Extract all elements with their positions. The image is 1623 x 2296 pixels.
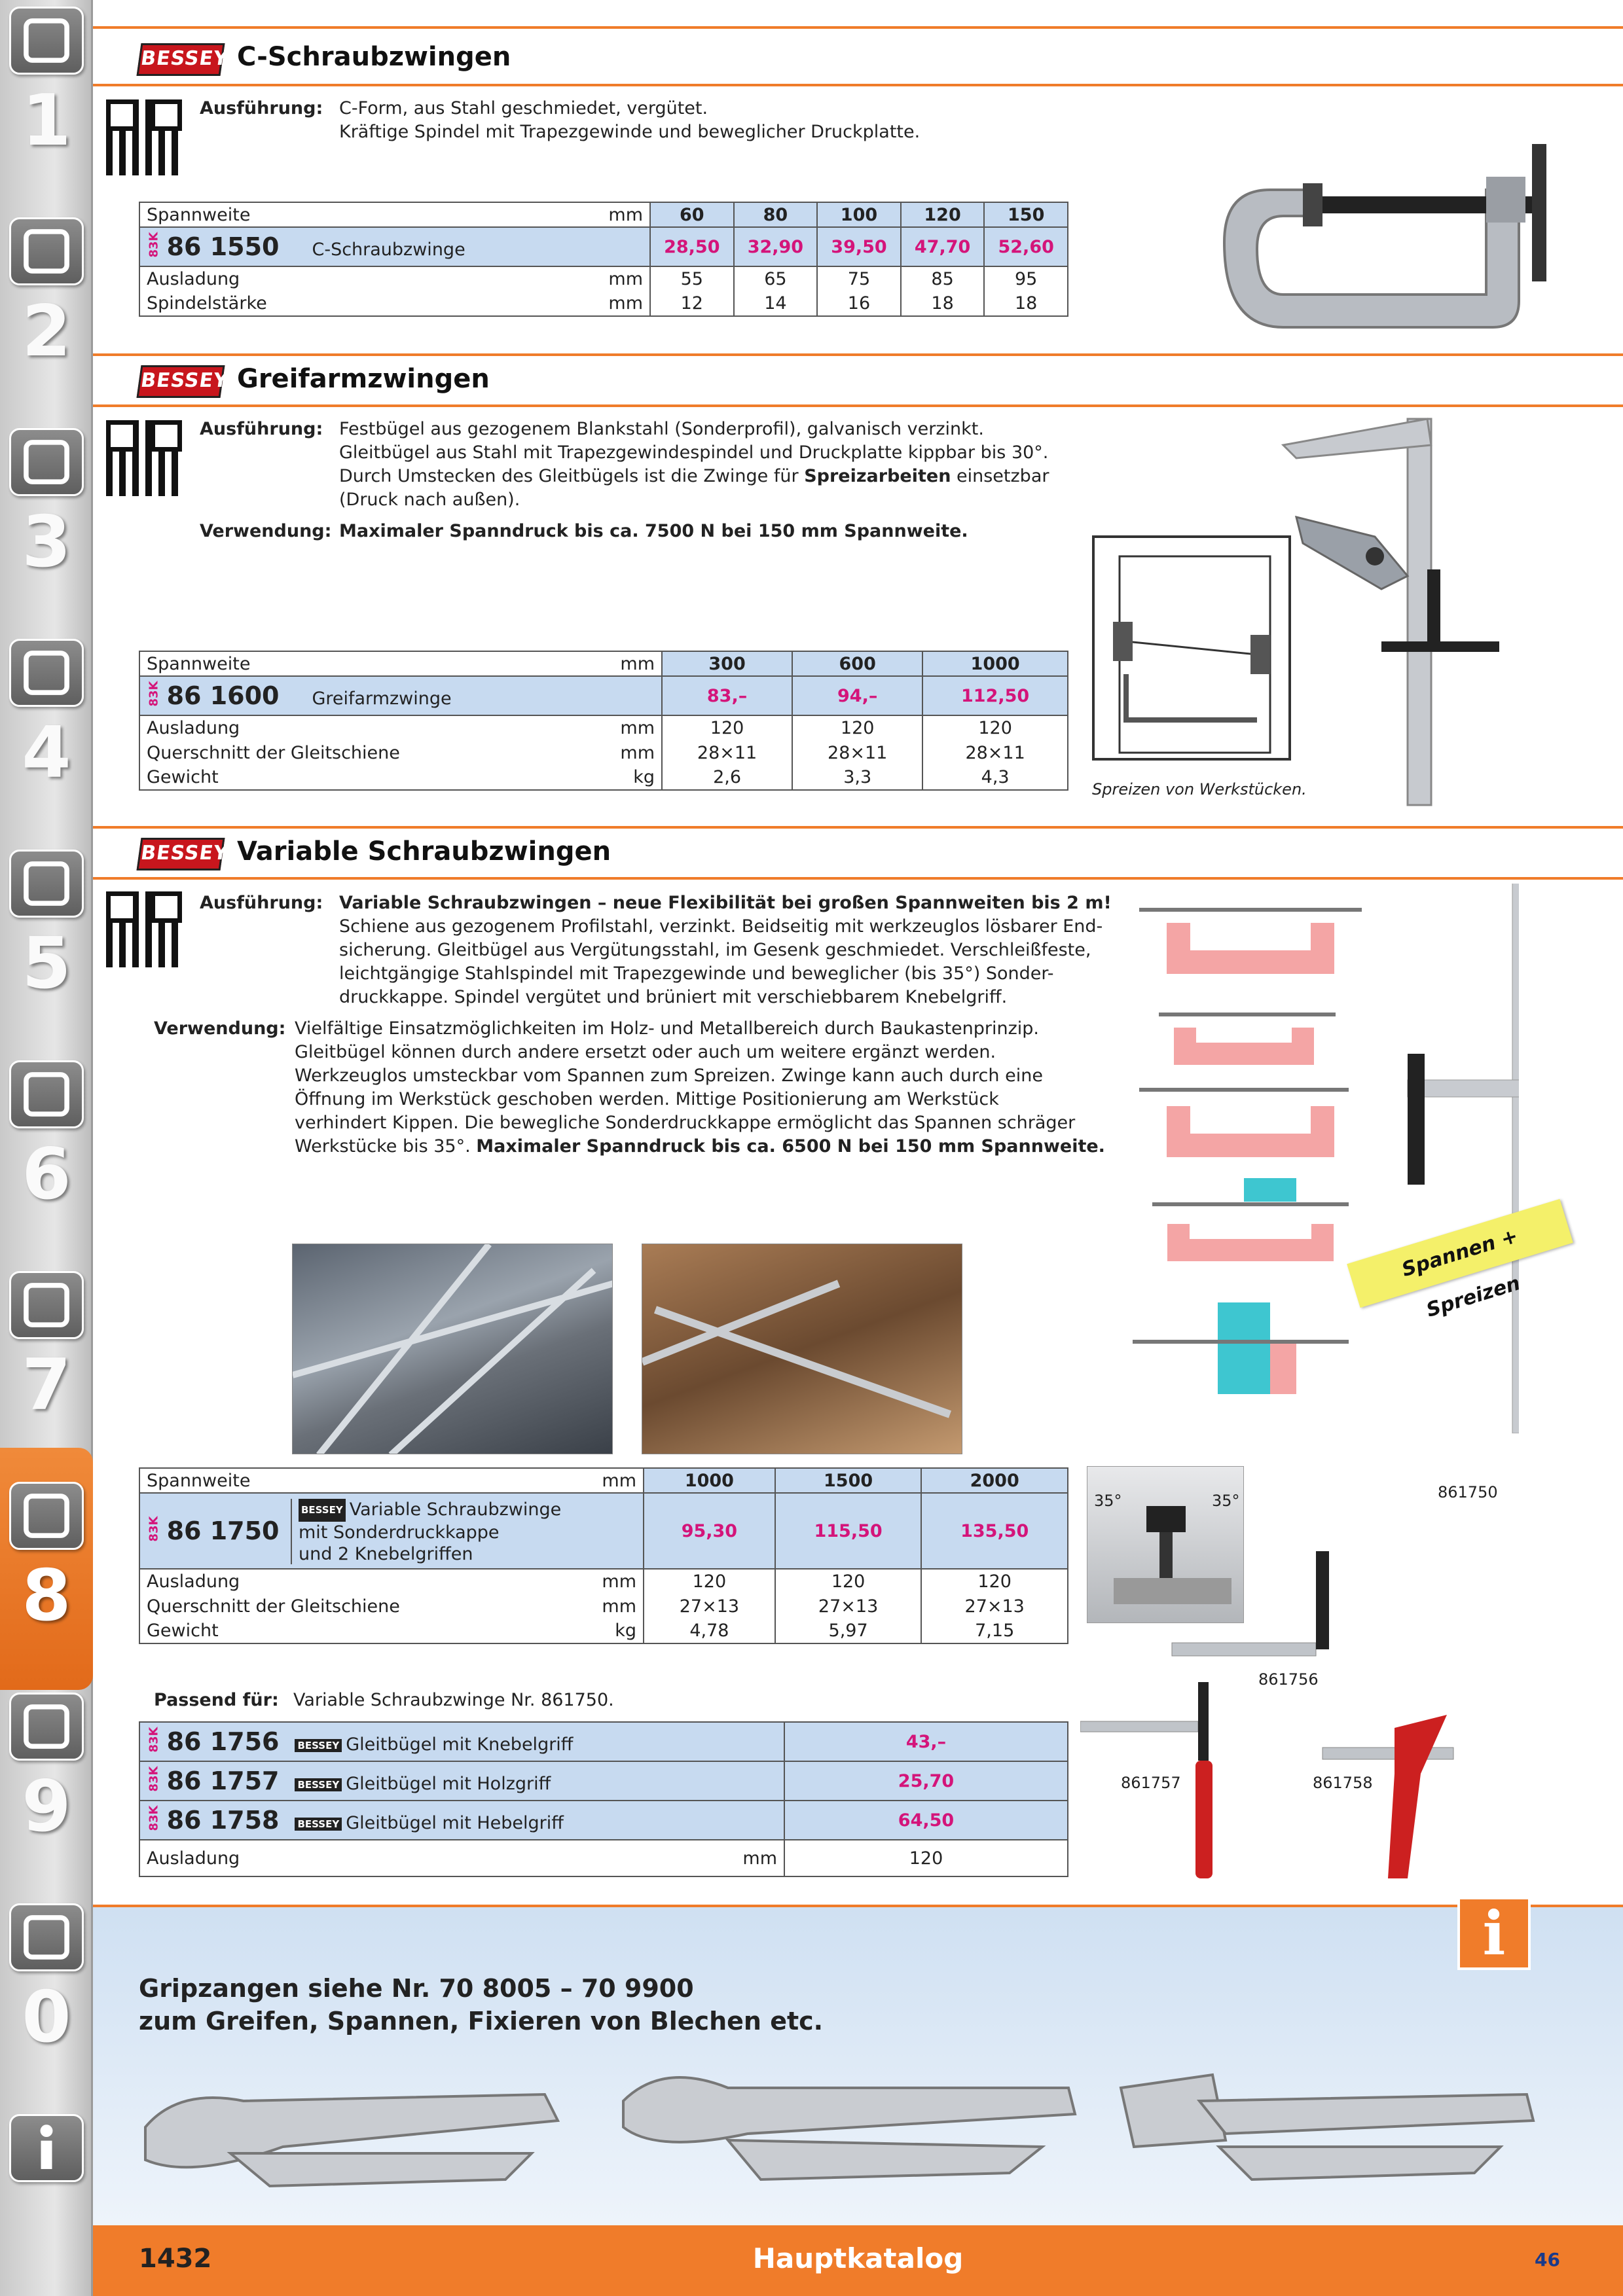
slide-arm-images xyxy=(1080,1551,1473,1892)
spec-line: C-Form, aus Stahl geschmiedet, vergütet. xyxy=(339,98,708,118)
value-cell: 28×11 xyxy=(922,740,1068,765)
size-cell: 1500 xyxy=(775,1468,922,1493)
caliper-icon[interactable] xyxy=(9,639,84,707)
workshop-tools-icon[interactable] xyxy=(9,1482,84,1550)
drill-bit-icon[interactable] xyxy=(9,7,84,75)
catalog-title: Hauptkatalog xyxy=(752,2242,964,2274)
article-name: mit Sonderdruckkappe xyxy=(299,1522,500,1543)
spec-line: Schiene aus gezogenem Profilstahl, verzinkt. Beidseitig mit werkzeuglos lösbarer End- xyxy=(339,916,1103,937)
row-label: Spannweite mm xyxy=(139,651,662,676)
section-title: Greifarmzwingen xyxy=(237,364,490,394)
chapter-number[interactable]: 3 xyxy=(22,501,71,583)
angle-label: 35° xyxy=(1212,1492,1240,1510)
price[interactable]: 43,– xyxy=(784,1722,1068,1761)
angle-label: 35° xyxy=(1094,1492,1122,1510)
cutting-insert-icon[interactable] xyxy=(9,217,84,285)
price[interactable]: 47,70 xyxy=(901,227,985,266)
info-line: Gripzangen siehe Nr. 70 8005 – 70 9900 xyxy=(139,1974,694,2003)
spec-line: Öffnung im Werkstück geschoben werden. Mittige Positionierung am Werkstück xyxy=(295,1089,999,1109)
size-cell: 1000 xyxy=(644,1468,775,1493)
ausfuehrung-label: Ausführung: xyxy=(200,98,323,118)
passend-text: Variable Schraubzwinge Nr. 861750. xyxy=(293,1690,614,1710)
value-cell: 27×13 xyxy=(644,1594,775,1619)
info-icon[interactable] xyxy=(9,2114,84,2182)
accessory-row[interactable]: 83K 86 1756 BESSEY Gleitbügel mit Knebelgriff 43,– xyxy=(139,1722,1068,1761)
size-cell: 60 xyxy=(650,202,734,227)
tool-holder-icon[interactable] xyxy=(9,428,84,496)
price[interactable]: 112,50 xyxy=(922,676,1068,715)
size-cell: 300 xyxy=(662,651,792,676)
article-name: Variable Schraubzwinge xyxy=(349,1499,562,1520)
value-cell: 95 xyxy=(984,266,1068,291)
article-name: Greifarmzwinge xyxy=(312,689,452,709)
section-divider xyxy=(93,826,1623,829)
article-row[interactable]: 83K 86 1600 Greifarmzwinge 83,– 94,– 112,50 xyxy=(139,676,1068,715)
bessey-logo: BESSEY xyxy=(136,365,225,398)
size-cell: 2000 xyxy=(921,1468,1068,1493)
verwendung-text xyxy=(200,520,331,543)
section-title: C-Schraubzwingen xyxy=(237,42,511,72)
value-cell: 120 xyxy=(775,1569,922,1594)
price[interactable]: 94,– xyxy=(792,676,922,715)
variable-clamp-table: Spannweite mm 1000 1500 2000 83K 86 1750 BESSEY Variable Schraubzwinge mit Sonderdruckkappe und 2 Knebelgriffen 95,30 115,50 135,50 Ausladung mm 120 120 120 Querschnitt der Gleitschiene mm 27×13 27×13 27×13 Gewicht kg 4,78 5,97 7,15 xyxy=(139,1467,1068,1644)
application-photo-metal xyxy=(292,1244,613,1454)
value-cell: 120 xyxy=(662,715,792,740)
value-cell: 28×11 xyxy=(662,740,792,765)
spec-line: (Druck nach außen). xyxy=(339,490,520,510)
spec-line: Durch Umstecken des Gleitbügels ist die Zwinge für Spreizarbeiten einsetzbar xyxy=(339,466,1049,486)
spec-text xyxy=(339,97,920,144)
spannen-spreizen-banner: Spannen + Spreizen xyxy=(1347,1199,1573,1308)
spec-text xyxy=(295,1017,1105,1158)
article-number: 86 1756 xyxy=(166,1727,280,1756)
qr-code[interactable] xyxy=(105,890,183,969)
value-cell: 2,6 xyxy=(662,765,792,790)
passend-label: Passend für: xyxy=(154,1690,279,1710)
qr-code[interactable] xyxy=(105,98,183,177)
greifarm-table: Spannweite mm 300 600 1000 83K 86 1600 Greifarmzwinge 83,– 94,– 112,50 Ausladung mm 120 120 120 Querschnitt der Gleitschiene mm 28×11 28×11 28×11 Gewicht kg 2,6 3,3 4,3 xyxy=(139,651,1068,791)
bessey-logo: BESSEY xyxy=(136,838,225,870)
value-cell: 120 xyxy=(921,1569,1068,1594)
bessey-mini-logo: BESSEY xyxy=(299,1499,346,1522)
value-cell: 65 xyxy=(734,266,818,291)
chapter-number[interactable]: 4 xyxy=(22,712,71,794)
section-divider xyxy=(93,26,1623,29)
verwendung-value: Maximaler Spanndruck bis ca. 7500 N bei 150 mm Spannweite. xyxy=(339,521,968,541)
spec-text xyxy=(200,418,323,441)
value-cell: 27×13 xyxy=(775,1594,922,1619)
value-cell: 7,15 xyxy=(921,1619,1068,1643)
size-cell: 1000 xyxy=(922,651,1068,676)
info-icon: i xyxy=(1457,1897,1531,1970)
ausfuehrung-label: Ausführung: xyxy=(200,419,323,439)
size-cell: 600 xyxy=(792,651,922,676)
size-cell: 100 xyxy=(817,202,901,227)
spreading-diagram xyxy=(1087,524,1296,772)
value-cell: 75 xyxy=(817,266,901,291)
article-cell: 83K 86 1550 C-Schraubzwinge xyxy=(139,227,650,266)
greifarmzwinge-image xyxy=(1277,406,1552,812)
bessey-logo: BESSEY xyxy=(136,43,225,76)
wrench-icon[interactable] xyxy=(9,1060,84,1128)
size-cell: 150 xyxy=(984,202,1068,227)
value-cell: 85 xyxy=(901,266,985,291)
price[interactable]: 95,30 xyxy=(644,1493,775,1569)
article-label: 861758 xyxy=(1313,1774,1373,1792)
verwendung-text xyxy=(154,1017,285,1041)
value-cell: 18 xyxy=(984,291,1068,316)
value-cell: 28×11 xyxy=(792,740,922,765)
price[interactable]: 25,70 xyxy=(784,1761,1068,1801)
chapter-number[interactable]: 7 xyxy=(22,1344,71,1426)
section-title: Variable Schraubzwingen xyxy=(237,836,611,867)
info-line: zum Greifen, Spannen, Fixieren von Blechen etc. xyxy=(139,2007,824,2036)
spec-text xyxy=(200,891,323,915)
value-cell: 120 xyxy=(792,715,922,740)
chapter-number[interactable]: 5 xyxy=(22,923,71,1005)
spec-text xyxy=(339,418,1049,512)
value-cell: 4,78 xyxy=(644,1619,775,1643)
accessory-table: 83K 86 1756 BESSEY Gleitbügel mit Knebelgriff 43,– 83K 86 1757 BESSEY Gleitbügel mit Holzgriff 25,70 83K 86 1758 BESSEY Gleitbügel mit Hebelgriff 64,50 Ausladung mm 120 xyxy=(139,1721,1068,1877)
accessory-row[interactable]: 83K 86 1758 BESSEY Gleitbügel mit Hebelgriff 64,50 xyxy=(139,1801,1068,1840)
spec-line: Kräftige Spindel mit Trapezgewinde und beweglicher Druckplatte. xyxy=(339,122,921,142)
spec-line: Werkstücke bis 35°. Maximaler Spanndruck bis ca. 6500 N bei 150 mm Spannweite. xyxy=(295,1136,1105,1157)
grinding-disc-icon[interactable] xyxy=(9,850,84,918)
figure-caption: Spreizen von Werkstücken. xyxy=(1092,780,1307,798)
row-label: Spindelstärke mm xyxy=(139,291,650,316)
qr-code[interactable] xyxy=(105,419,183,497)
article-name: Gleitbügel mit Holzgriff xyxy=(346,1774,551,1794)
value-cell: 14 xyxy=(734,291,818,316)
page-number: 1432 xyxy=(139,2244,212,2274)
value-cell: 120 xyxy=(644,1569,775,1594)
price[interactable]: 32,90 xyxy=(734,227,818,266)
section-divider xyxy=(93,353,1623,356)
article-name: C-Schraubzwinge xyxy=(312,240,465,260)
article-number: 86 1750 xyxy=(166,1516,280,1545)
spec-line: leichtgängige Stahlspindel mit Trapezgewinde und beweglicher (bis 35°) Sonder- xyxy=(339,963,1054,984)
variable-clamp-diagrams xyxy=(1126,884,1519,1433)
value-cell: 4,3 xyxy=(922,765,1068,790)
spec-line: Gleitbügel aus Stahl mit Trapezgewindespindel und Druckplatte kippbar bis 30°. xyxy=(339,442,1049,463)
c-clamp-table xyxy=(139,202,1068,317)
price[interactable]: 28,50 xyxy=(650,227,734,266)
price[interactable]: 64,50 xyxy=(784,1801,1068,1840)
spec-text xyxy=(200,97,323,120)
value-cell: 27×13 xyxy=(921,1594,1068,1619)
article-label: 861756 xyxy=(1258,1670,1319,1689)
spec-line: Gleitbügel können durch andere ersetzt oder auch um weitere ergänzt werden. xyxy=(295,1042,996,1062)
price[interactable]: 52,60 xyxy=(984,227,1068,266)
chapter-number[interactable]: 9 xyxy=(22,1766,71,1848)
section-number: 46 xyxy=(1535,2249,1560,2270)
value-cell: 3,3 xyxy=(792,765,922,790)
page-footer xyxy=(93,2225,1623,2296)
article-number: 86 1757 xyxy=(166,1767,280,1795)
value-cell: 12 xyxy=(650,291,734,316)
value-cell: 16 xyxy=(817,291,901,316)
spec-line: sicherung. Gleitbügel aus Vergütungsstahl, im Gesenk geschmiedet. Verschleißfeste, xyxy=(339,940,1091,960)
spec-line: Variable Schraubzwingen – neue Flexibilität bei großen Spannweiten bis 2 m! xyxy=(339,893,1112,913)
spec-line: Festbügel aus gezogenem Blankstahl (Sonderprofil), galvanisch verzinkt. xyxy=(339,419,984,439)
value-cell: 5,97 xyxy=(775,1619,922,1643)
safety-goggles-icon[interactable] xyxy=(9,1903,84,1971)
row-label: Spannweite mm xyxy=(139,202,650,227)
spec-line: druckkappe. Spindel vergütet und brüniert mit verschiebbarem Knebelgriff. xyxy=(339,987,1008,1007)
chapter-number[interactable]: 0 xyxy=(22,1977,71,2058)
article-row[interactable] xyxy=(139,227,1068,266)
article-number: 86 1550 xyxy=(166,232,280,261)
application-photo-wood xyxy=(642,1244,962,1454)
spec-line: verhindert Kippen. Die bewegliche Sonderdruckkappe ermöglicht das Spannen schräger xyxy=(295,1113,1076,1133)
price[interactable]: 83,– xyxy=(662,676,792,715)
size-cell: 120 xyxy=(901,202,985,227)
article-name: und 2 Knebelgriffen xyxy=(299,1544,473,1564)
row-label: Ausladung mm xyxy=(139,266,650,291)
article-number: 86 1758 xyxy=(166,1806,280,1835)
chapter-sidebar xyxy=(0,0,93,2296)
grip-pliers-images xyxy=(139,2049,1546,2212)
price[interactable]: 39,50 xyxy=(817,227,901,266)
price[interactable]: 135,50 xyxy=(921,1493,1068,1569)
spec-line: Werkzeuglos umsteckbar vom Spannen zum Spreizen. Zwinge kann auch durch eine xyxy=(295,1066,1043,1086)
article-label: 861750 xyxy=(1438,1483,1498,1501)
pliers-icon[interactable] xyxy=(9,1271,84,1339)
chapter-number[interactable]: 1 xyxy=(22,80,71,162)
chapter-number[interactable]: 8 xyxy=(22,1555,71,1637)
verwendung-label: Verwendung: xyxy=(154,1018,286,1039)
verwendung-label: Verwendung: xyxy=(200,521,332,541)
chapter-number[interactable]: 6 xyxy=(22,1134,71,1215)
section-divider xyxy=(93,877,1623,880)
value-cell: 55 xyxy=(650,266,734,291)
ausfuehrung-label: Ausführung: xyxy=(200,893,323,913)
c-clamp-image xyxy=(1211,137,1565,334)
spec-text xyxy=(339,891,1112,1009)
value-cell: 120 xyxy=(922,715,1068,740)
article-label: 861757 xyxy=(1121,1774,1181,1792)
size-cell: 80 xyxy=(734,202,818,227)
value-cell: 18 xyxy=(901,291,985,316)
article-row[interactable]: 83K 86 1750 BESSEY Variable Schraubzwinge mit Sonderdruckkappe und 2 Knebelgriffen 95,30 115,50 135,50 xyxy=(139,1493,1068,1569)
article-name: Gleitbügel mit Knebelgriff xyxy=(346,1734,574,1755)
section-divider xyxy=(93,84,1623,86)
accessory-row[interactable]: 83K 86 1757 BESSEY Gleitbügel mit Holzgriff 25,70 xyxy=(139,1761,1068,1801)
price[interactable]: 115,50 xyxy=(775,1493,922,1569)
chapter-number[interactable]: 2 xyxy=(22,291,71,372)
spec-line: Vielfältige Einsatzmöglichkeiten im Holz- und Metallbereich durch Baukastenprinzip. xyxy=(295,1018,1040,1039)
article-number: 86 1600 xyxy=(166,681,280,710)
article-name: Gleitbügel mit Hebelgriff xyxy=(346,1813,564,1833)
value-cell: 120 xyxy=(784,1840,1068,1876)
tool-cabinet-icon[interactable] xyxy=(9,1693,84,1761)
